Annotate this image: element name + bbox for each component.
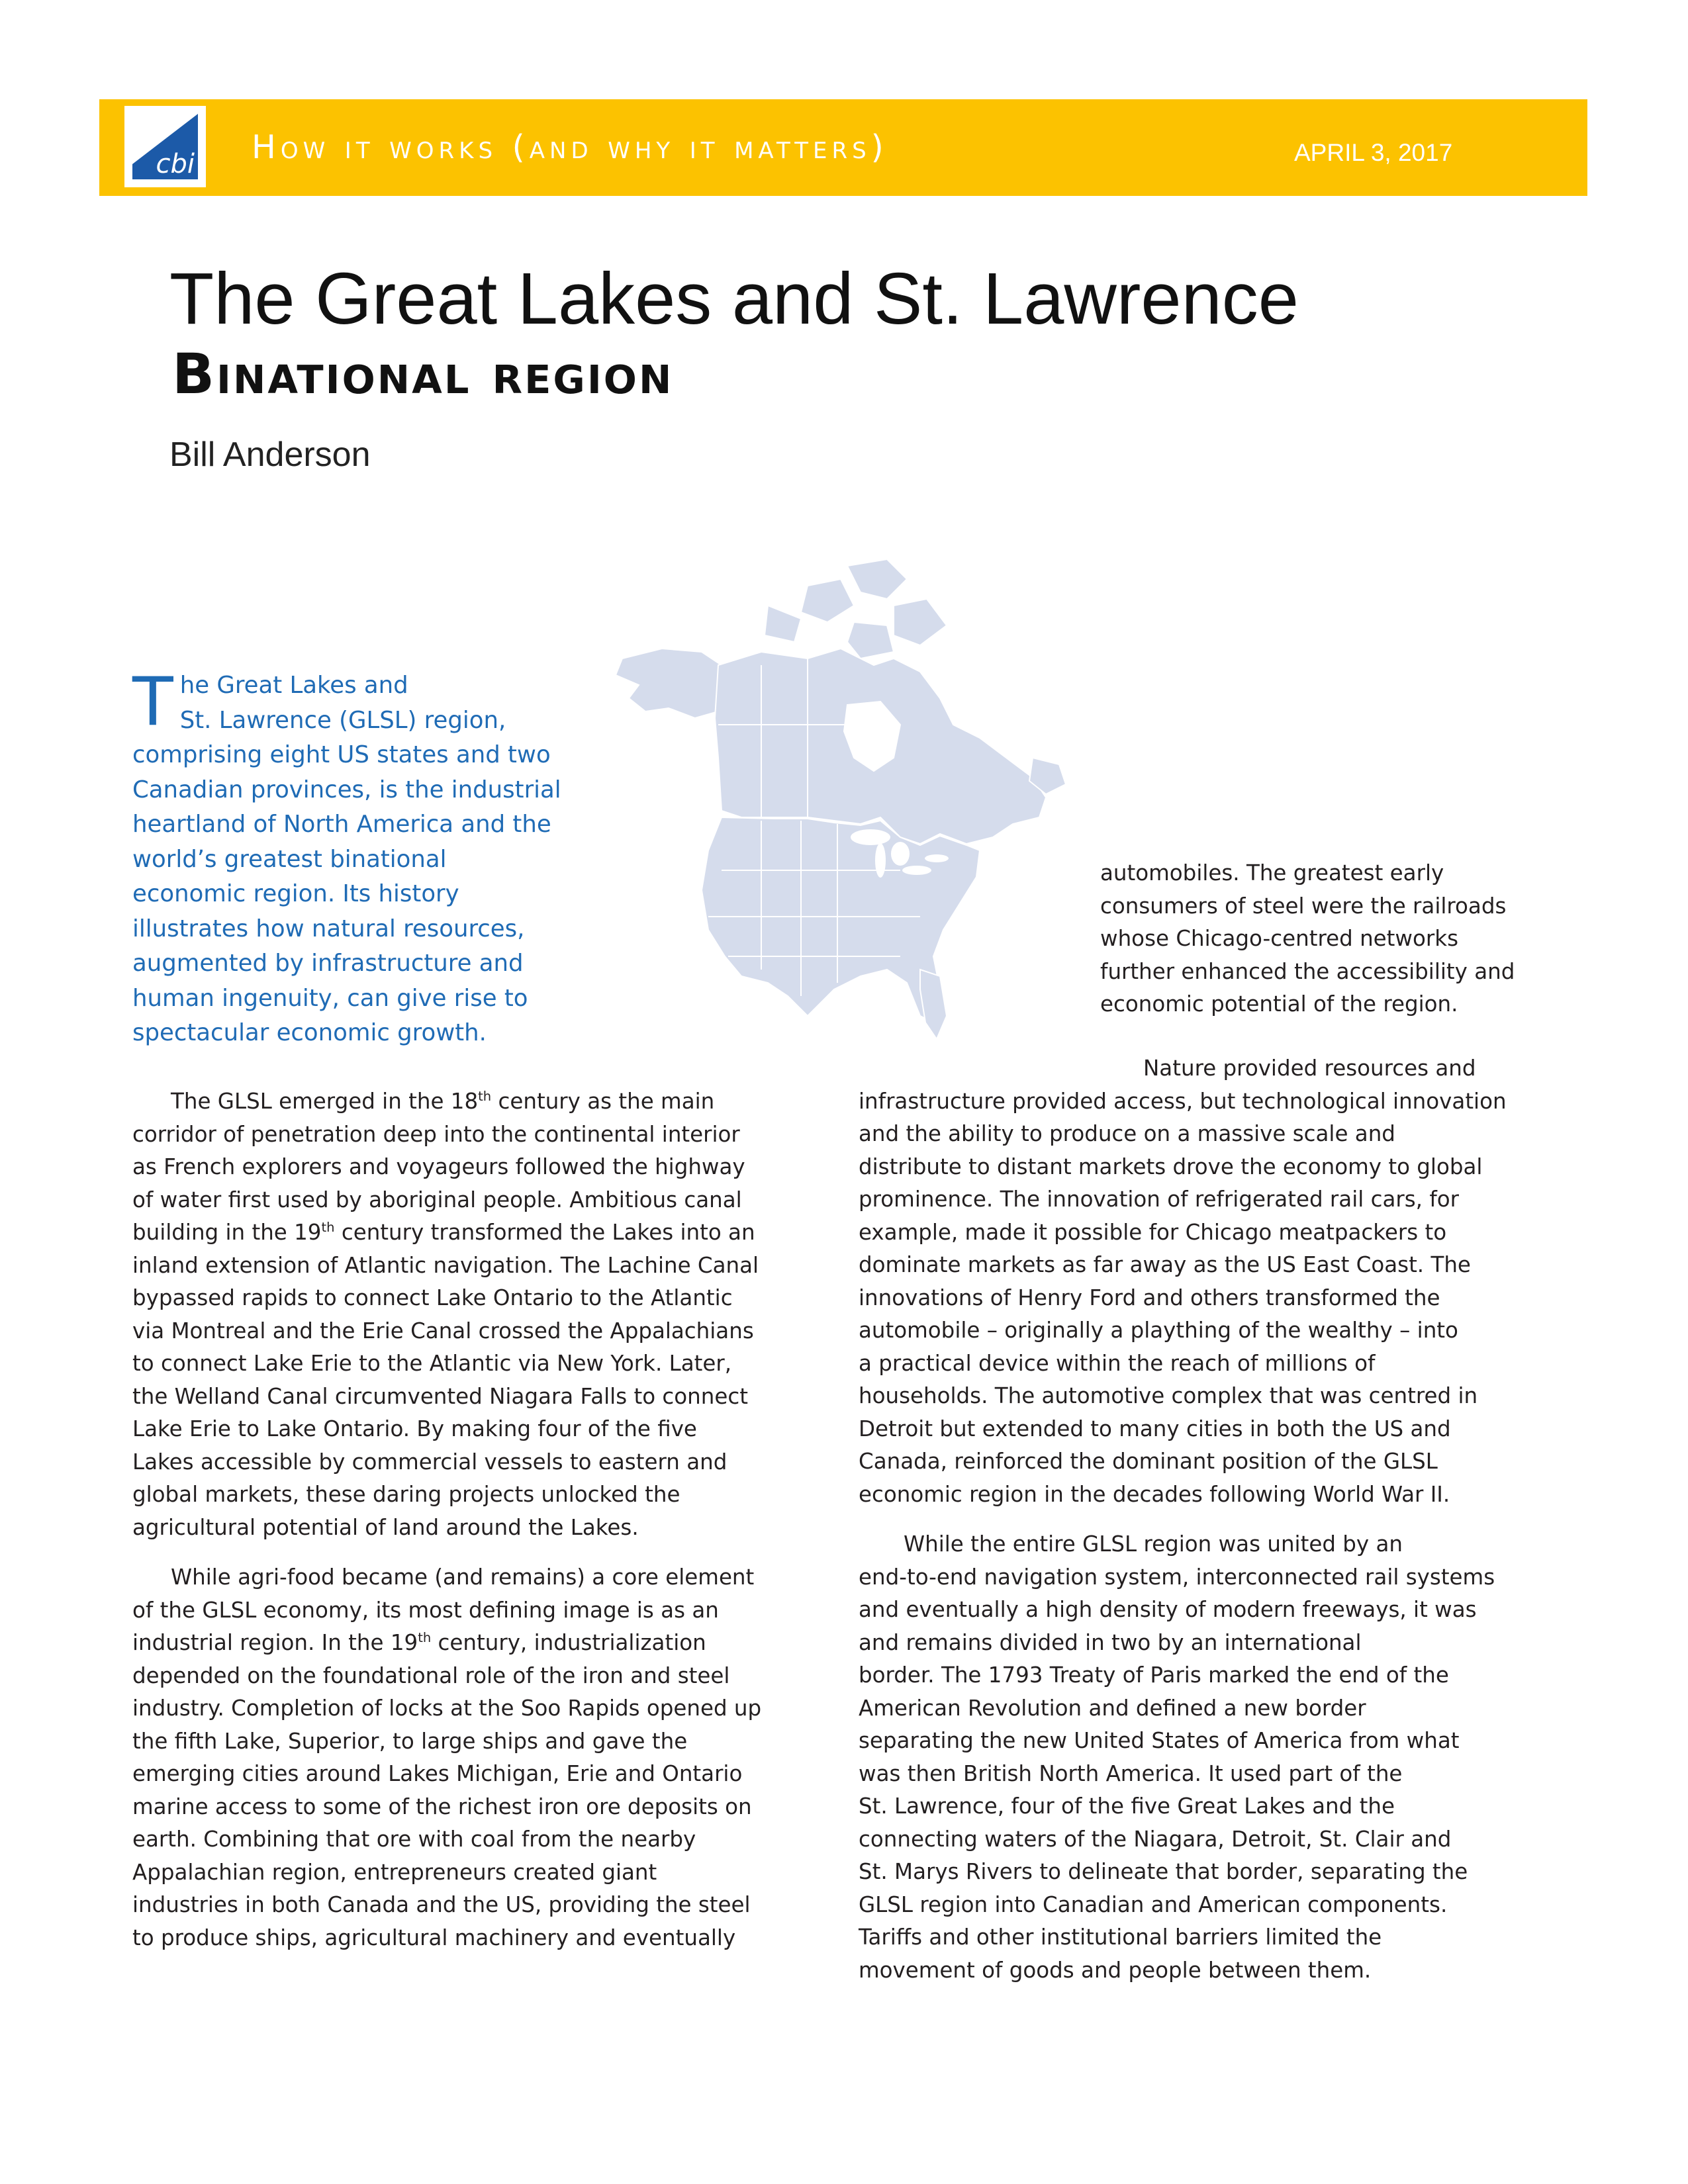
text-line: economic potential of the region. (1100, 991, 1458, 1017)
text-line: the fifth Lake, Superior, to large ships and gave the (132, 1728, 688, 1754)
text-line: prominence. The innovation of refrigerated rail cars, for (859, 1187, 1460, 1212)
text-line: automobiles. The greatest early (1100, 860, 1444, 886)
text-line: economic region in the decades following World War II. (859, 1481, 1450, 1507)
text-line: separating the new United States of America from what (859, 1728, 1460, 1753)
text-line: While the entire GLSL region was united by an (904, 1531, 1403, 1557)
text-line: to connect Lake Erie to the Atlantic via New York. Later, (132, 1351, 732, 1376)
paragraph-industry (132, 1561, 844, 1954)
text-line: century transformed the Lakes into an (334, 1220, 755, 1245)
superscript: th (321, 1220, 335, 1236)
text-line: was then British North America. It used part of the (859, 1760, 1403, 1786)
intro-line: illustrates how natural resources, (132, 915, 525, 942)
intro-line: human ingenuity, can give rise to (132, 984, 528, 1012)
text-line: Canada, reinforced the dominant position of the GLSL (859, 1449, 1438, 1474)
text-line: century, industrialization (431, 1630, 706, 1655)
intro-line: world’s greatest binational (132, 845, 447, 873)
text-line: and remains divided in two by an international (859, 1629, 1362, 1655)
text-line: global markets, these daring projects unlocked the (132, 1482, 680, 1507)
intro-line: heartland of North America and the (132, 811, 551, 838)
text-line: Detroit but extended to many cities in both the US and (859, 1416, 1451, 1441)
paragraph-border (859, 1528, 1580, 1987)
text-line: depended on the foundational role of the iron and steel (132, 1662, 730, 1688)
paragraph-history (132, 1085, 844, 1544)
intro-paragraph (132, 662, 596, 1051)
text-line: Lake Erie to Lake Ontario. By making four of the five (132, 1416, 697, 1441)
author-name: Bill Anderson (169, 435, 371, 474)
cbi-logo (124, 106, 206, 187)
document-title: The Great Lakes and St. Lawrence (169, 258, 1299, 340)
text-line: dominate markets as far away as the US East Coast. The (859, 1252, 1471, 1277)
text-line: example, made it possible for Chicago meatpackers to (859, 1219, 1447, 1245)
right-column (859, 1052, 1580, 1987)
text-line: While agri-food became (and remains) a core element (171, 1565, 755, 1590)
text-line: industries in both Canada and the US, providing the steel (132, 1892, 751, 1917)
text-line: Lakes accessible by commercial vessels to eastern and (132, 1449, 727, 1475)
intro-line: St. Lawrence (GLSL) region, (179, 706, 506, 734)
superscript: th (478, 1089, 492, 1105)
text-line: whose Chicago-centred networks (1100, 926, 1458, 951)
paragraph-innovation (859, 1052, 1580, 1511)
text-line: building in the 19 (132, 1220, 322, 1245)
text-line: via Montreal and the Erie Canal crossed the Appalachians (132, 1318, 754, 1343)
text-line: consumers of steel were the railroads (1100, 893, 1507, 919)
right-top-paragraph (1100, 857, 1583, 1021)
text-line: connecting waters of the Niagara, Detroit, St. Clair and (859, 1826, 1452, 1852)
text-line: corridor of penetration deep into the continental interior (132, 1121, 740, 1147)
intro-line: augmented by infrastructure and (132, 950, 524, 977)
text-line: bypassed rapids to connect Lake Ontario to the Atlantic (132, 1285, 733, 1310)
text-line: end-to-end navigation system, interconnected rail systems (859, 1564, 1495, 1590)
svg-text:cbi: cbi (156, 149, 195, 179)
intro-line: economic region. Its history (132, 880, 459, 907)
text-line: marine access to some of the richest iron ore deposits on (132, 1794, 752, 1819)
text-line: automobile – originally a plaything of the wealthy – into (859, 1318, 1458, 1343)
text-line: and the ability to produce on a massive scale and (859, 1121, 1395, 1146)
text-line: The GLSL emerged in the 18 (171, 1089, 479, 1114)
north-america-map-icon (609, 559, 1086, 1042)
text-line: earth. Combining that ore with coal from the nearby (132, 1827, 696, 1852)
text-line: emerging cities around Lakes Michigan, Erie and Ontario (132, 1761, 743, 1786)
text-line: infrastructure provided access, but technological innovation (859, 1088, 1507, 1114)
text-line: agricultural potential of land around the Lakes. (132, 1514, 639, 1540)
text-line: as French explorers and voyageurs followed the highway (132, 1154, 745, 1179)
series-title: How it works (and why it matters) (252, 128, 888, 166)
superscript: th (418, 1630, 432, 1646)
text-line: innovations of Henry Ford and others transformed the (859, 1285, 1440, 1310)
text-line: distribute to distant markets drove the economy to global (859, 1154, 1483, 1179)
text-line: a practical device within the reach of millions of (859, 1350, 1376, 1376)
text-line: St. Marys Rivers to delineate that border, separating the (859, 1859, 1468, 1884)
text-line: and eventually a high density of modern freeways, it was (859, 1597, 1477, 1622)
drop-cap: T (132, 662, 173, 741)
text-line: of the GLSL economy, its most defining image is as an (132, 1597, 719, 1623)
text-line: inland extension of Atlantic navigation. The Lachine Canal (132, 1252, 759, 1278)
intro-line: spectacular economic growth. (132, 1019, 487, 1046)
text-line: further enhanced the accessibility and (1100, 958, 1515, 984)
text-line: American Revolution and defined a new border (859, 1695, 1366, 1721)
intro-line: he Great Lakes and (179, 672, 408, 699)
text-line: to produce ships, agricultural machinery and eventually (132, 1925, 736, 1950)
text-line: Tariffs and other institutional barriers limited the (859, 1925, 1382, 1950)
intro-line: comprising eight US states and two (132, 741, 551, 768)
text-line: century as the main (491, 1089, 715, 1114)
text-line: households. The automotive complex that was centred in (859, 1383, 1478, 1408)
left-column (132, 1085, 844, 1954)
text-line: GLSL region into Canadian and American components. (859, 1891, 1448, 1917)
text-line: movement of goods and people between them. (859, 1957, 1372, 1983)
text-line: industry. Completion of locks at the Soo Rapids opened up (132, 1696, 762, 1721)
text-line: the Welland Canal circumvented Niagara Falls to connect (132, 1383, 748, 1409)
publication-date: APRIL 3, 2017 (1294, 139, 1453, 166)
text-line: industrial region. In the 19 (132, 1630, 418, 1655)
text-line: Appalachian region, entrepreneurs created giant (132, 1859, 657, 1885)
document-subtitle: Binational region (172, 341, 674, 406)
text-line: Nature provided resources and (1143, 1056, 1476, 1081)
intro-line: Canadian provinces, is the industrial (132, 776, 561, 803)
text-line: border. The 1793 Treaty of Paris marked the end of the (859, 1662, 1449, 1688)
text-line: of water first used by aboriginal people. Ambitious canal (132, 1187, 742, 1212)
text-line: St. Lawrence, four of the five Great Lakes and the (859, 1794, 1395, 1819)
